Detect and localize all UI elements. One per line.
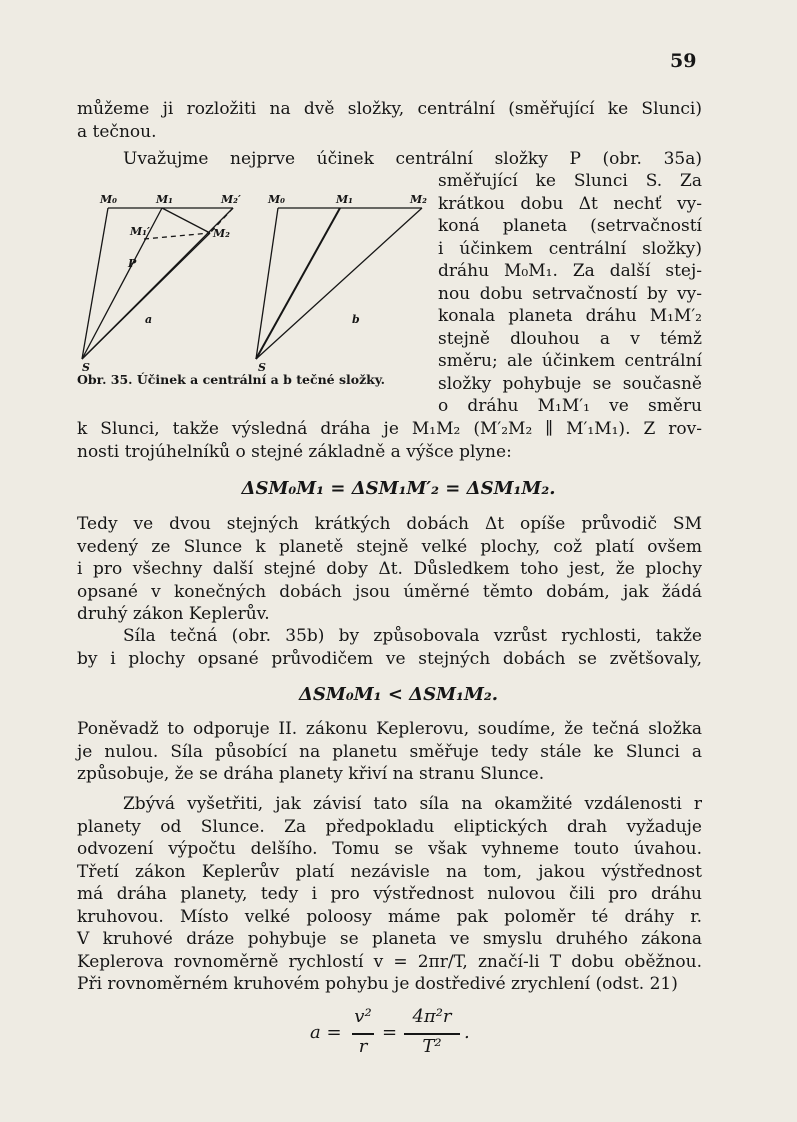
text-line: o dráhu M₁M′₁ ve směru (438, 396, 702, 416)
line-b-s-m0 (256, 208, 278, 359)
text-line: k Slunci, takže výsledná dráha je M₁M₂ (M′₂M₂ ∥ M′₁M₁). Z rov- (77, 419, 702, 439)
text-line: koná planeta (setrvačností (438, 216, 702, 236)
paragraph-central-after (77, 418, 702, 463)
text-line: Keplerova rovnoměrně rychlostí v = 2πr/T, značí-li T dobu oběžnou. (77, 951, 702, 972)
formula-num2: 4π²r (412, 1006, 452, 1027)
text-line: způsobuje, že se dráha planety křiví na stranu Slunce. (77, 764, 545, 784)
text-line: má dráha planety, tedy i pro výstřednost nulovou čili pro dráhu (77, 884, 702, 904)
paragraph-second-law (77, 513, 702, 626)
figure-caption: Obr. 35. Účinek a centrální a b tečné složky. (77, 372, 386, 387)
label-b-m1: M₁ (336, 193, 353, 206)
text-line: konala planeta dráhu M₁M′₂ (438, 306, 702, 326)
label-b-m2: M₂ (410, 193, 427, 206)
text-line: Zbývá vyšetřiti, jak závisí tato síla na okamžité vzdálenosti r (123, 794, 702, 814)
text-line: Tedy ve dvou stejných krátkých dobách Δt opíše průvodič SM (77, 514, 702, 534)
text-line: druhý zákon Keplerův. (77, 604, 270, 624)
label-b: b (352, 313, 360, 326)
text-line: je nulou. Síla působící na planetu směřuje tedy stále ke Slunci a (77, 741, 702, 762)
text-line: Poněvadž to odporuje II. zákonu Keplerovu, soudíme, že tečná složka (77, 719, 702, 739)
label-a: a (145, 313, 153, 326)
label-m1: M₁ (156, 193, 173, 206)
figure-a (82, 208, 233, 359)
label-m1prime: M₁′ (130, 225, 150, 238)
text-line: Síla tečná (obr. 35b) by způsobovala vzrůst rychlosti, takže (123, 626, 702, 646)
text-line: nosti trojúhelníků o stejné základně a výšce plyne: (77, 441, 512, 462)
text-line: V kruhové dráze pohybuje se planeta ve smyslu druhého zákona (77, 929, 702, 949)
formula-den1: r (358, 1036, 368, 1057)
text-line: opsané v konečných dobách jsou úměrné těmto dobám, jak žádá (77, 581, 702, 602)
line-s-m2 (82, 233, 210, 359)
line-b-s-m2 (256, 208, 422, 359)
text-line: planety od Slunce. Za předpokladu eliptických drah vyžaduje (77, 816, 702, 837)
formula-area-inequality: ΔSM₀M₁ < ΔSM₁M₂. (298, 684, 499, 705)
paragraph-central-first (77, 148, 702, 171)
path-m1-m2 (162, 208, 210, 233)
formula-eq: = (382, 1022, 398, 1043)
formula-lhs: a = (310, 1022, 342, 1043)
text-line: kruhovou. Místo velké poloosy máme pak poloměr té dráhy r. (77, 906, 702, 927)
text-line: směru; ale účinkem centrální (438, 351, 702, 371)
paragraph-intro (77, 98, 702, 143)
text-line: Uvažujme nejprve účinek centrální složky P (obr. 35a) (123, 149, 702, 169)
label-m2prime: M₂′ (221, 193, 241, 206)
page-number: 59 (670, 50, 697, 72)
formula-den2: T² (422, 1036, 442, 1057)
text-line: můžeme ji rozložiti na dvě složky, centrální (směřující ke Slunci) (77, 99, 702, 119)
text-line: dráhu M₀M₁. Za další stej- (438, 261, 702, 281)
paragraph-third-law (77, 793, 702, 996)
text-line: Třetí zákon Keplerův platí nezávisle na tom, jakou výstřednost (77, 861, 702, 882)
paragraph-conclusion (77, 718, 702, 786)
text-line: odvození výpočtu delšího. Tomu se však vyhneme touto úvahou. (77, 839, 702, 859)
text-line: vedený ze Slunce k planetě stejně velké plochy, což platí ovšem (77, 536, 702, 557)
formula-area-equality: ΔSM₀M₁ = ΔSM₁M′₂ = ΔSM₁M₂. (241, 478, 556, 499)
fraction-bar-1 (352, 1033, 374, 1035)
fraction-bar-2 (404, 1033, 460, 1035)
label-b-m0: M₀ (268, 193, 285, 206)
label-b-s: S (258, 361, 266, 374)
label-m2: M₂ (213, 227, 230, 240)
formula-end: . (464, 1022, 470, 1043)
text-line: krátkou dobu Δt nechť vy- (438, 193, 702, 214)
label-s: S (82, 361, 90, 374)
text-line: směřující ke Slunci S. Za (438, 171, 702, 191)
text-line: a tečnou. (77, 121, 157, 142)
text-line: složky pohybuje se současně (438, 373, 702, 394)
text-line: by i plochy opsané průvodičem ve stejných dobách se zvětšovaly, (77, 648, 702, 669)
text-line: nou dobu setrvačností by vy- (438, 283, 702, 304)
paragraph-central-wrap (438, 170, 702, 418)
text-line: i pro všechny další stejné doby Δt. Důsledkem toho jest, že plochy (77, 559, 702, 579)
figure-35 (70, 187, 430, 375)
dashed-m1prime-m2 (144, 233, 210, 239)
text-line: Při rovnoměrném kruhovém pohybu je dostředivé zrychlení (odst. 21) (77, 974, 678, 994)
text-line: i účinkem centrální složky) (438, 238, 702, 259)
line-s-m1 (82, 208, 162, 359)
text-line: stejně dlouhou a v témž (438, 328, 702, 349)
label-p: P (128, 257, 137, 270)
line-b-s-m1 (256, 208, 340, 359)
formula-num1: v² (354, 1006, 372, 1027)
figure-b (256, 208, 422, 359)
formula-centripetal (310, 1000, 510, 1070)
paragraph-tangent (77, 625, 702, 670)
label-m0: M₀ (100, 193, 117, 206)
